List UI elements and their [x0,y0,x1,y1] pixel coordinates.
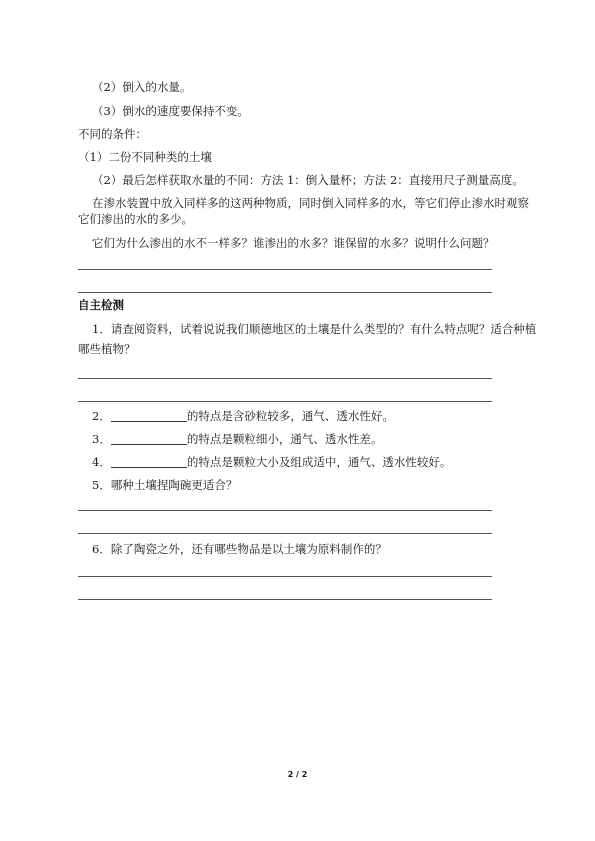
question-5: 5．哪种土壤捏陶碗更适合？ [92,478,238,492]
question-text: 的特点是含砂粒较多，通气、透水性好。 [186,409,394,423]
question-number: 2． [92,409,111,423]
question-number: 4． [92,455,111,469]
question-1-line-1: 1．请查阅资料，试着说说我们顺德地区的土壤是什么类型的？有什么特点呢？适合种植 [92,322,537,336]
text-line: （1）二份不同种类的土壤 [78,150,212,164]
text-line: 在渗水装置中放入同样多的这两种物质，同时倒入同样多的水，等它们停止渗水时观察 [92,196,529,210]
section-title: 自主检测 [78,298,124,312]
question-text: 的特点是颗粒大小及组成适中，通气、透水性较好。 [186,455,452,469]
page-number: 2 / 2 [287,770,308,779]
question-number: 3． [92,432,111,446]
question-1-line-2: 哪些植物？ [78,342,136,356]
text-line: （2）最后怎样获取水量的不同：方法 1：倒入量杯；方法 2：直接用尺子测量高度。 [92,173,524,187]
fill-blank[interactable] [111,432,187,445]
question-4 [92,455,451,470]
question-3 [92,432,382,447]
question-text: 的特点是颗粒细小，通气、透水性差。 [186,432,383,446]
question-6: 6．除了陶瓷之外，还有哪些物品是以土壤为原料制作的？ [92,542,387,556]
fill-blank[interactable] [111,409,187,422]
answer-line[interactable] [78,510,492,511]
answer-line[interactable] [78,533,492,534]
text-line: 它们渗出的水的多少。 [78,212,193,226]
answer-line[interactable] [78,576,492,577]
fill-blank[interactable] [111,455,187,468]
answer-line[interactable] [78,599,492,600]
answer-line[interactable] [78,269,492,270]
text-line: 它们为什么渗出的水不一样多？谁渗出的水多？谁保留的水多？说明什么问题？ [92,236,495,250]
answer-line[interactable] [78,378,492,379]
answer-line[interactable] [78,401,492,402]
answer-line[interactable] [78,292,492,293]
text-line: （2）倒入的水量。 [92,80,192,94]
text-line: （3）倒水的速度要保持不变。 [92,104,249,118]
question-2 [92,409,394,424]
text-line: 不同的条件： [78,127,147,141]
